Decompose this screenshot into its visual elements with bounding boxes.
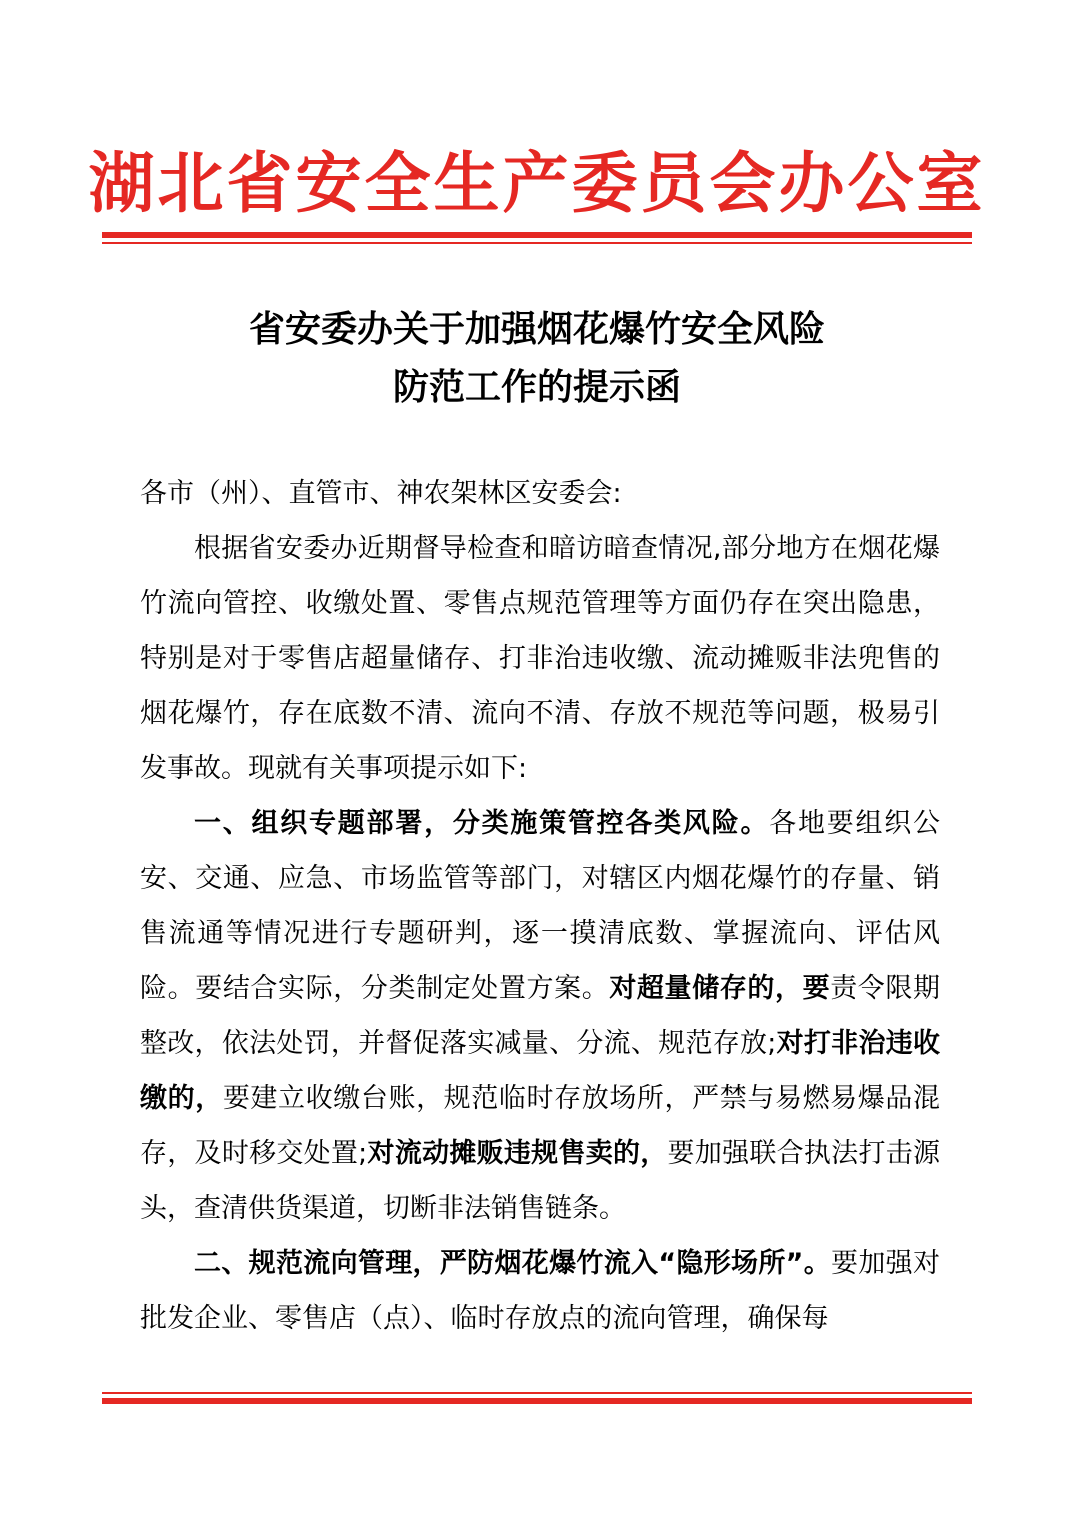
document-title-line-2: 防范工作的提示函 <box>392 366 681 408</box>
section-1-heading: 一、组织专题部署，分类施策管控各类风险。 <box>194 808 770 839</box>
section-1-bold-2: 对超量储存的，要 <box>609 973 831 1004</box>
section-1-text-2: 责令限期整改，依法处罚，并督促落实减量、分流、规范存放; <box>140 973 941 1059</box>
section-1-text-3: 要建立收缴台账，规范临时存放场所，严禁与易燃易爆品混存，及时移交处置; <box>140 1083 941 1169</box>
section-1-paragraph <box>140 796 940 1236</box>
header-divider-thick <box>102 232 972 238</box>
section-2-heading: 二、规范流向管理，严防烟花爆竹流入“隐形场所”。 <box>194 1248 832 1279</box>
section-1-bold-3: 对打非治违收缴的， <box>140 1028 940 1114</box>
section-2-text-1: 要加强对批发企业、零售店（点）、临时存放点的流向管理，确保每 <box>140 1248 940 1334</box>
document-title <box>0 300 1074 416</box>
salutation: 各市（州）、直管市、神农架林区安委会: <box>140 478 622 509</box>
footer-divider-thick <box>102 1398 972 1404</box>
intro-paragraph: 根据省安委办近期督导检查和暗访暗查情况,部分地方在烟花爆竹流向管控、收缴处置、零售点规范管理等方面仍存在突出隐患，特别是对于零售店超量储存、打非治违收缴、流动摊贩非法兜售的烟花爆竹，存在底数不清、流向不清、存放不规范等问题，极易引发事故。现就有关事项提示如下: <box>140 533 940 784</box>
header-divider-thin <box>102 242 972 244</box>
document-title-line-1: 省安委办关于加强烟花爆竹安全风险 <box>248 308 825 350</box>
document-body <box>140 466 940 1346</box>
section-1-text-1: 各地要组织公安、交通、应急、市场监管等部门，对辖区内烟花爆竹的存量、销售流通等情况进行专题研判，逐一摸清底数、掌握流向、评估风险。要结合实际，分类制定处置方案。 <box>140 808 941 1004</box>
section-2-paragraph <box>140 1236 940 1346</box>
section-1-text-4: 要加强联合执法打击源头，查清供货渠道，切断非法销售链条。 <box>140 1138 940 1224</box>
section-1-bold-4: 对流动摊贩违规售卖的， <box>367 1138 668 1169</box>
letterhead-org-name: 湖北省安全生产委员会办公室 <box>88 144 986 222</box>
footer-divider-thin <box>102 1392 972 1394</box>
